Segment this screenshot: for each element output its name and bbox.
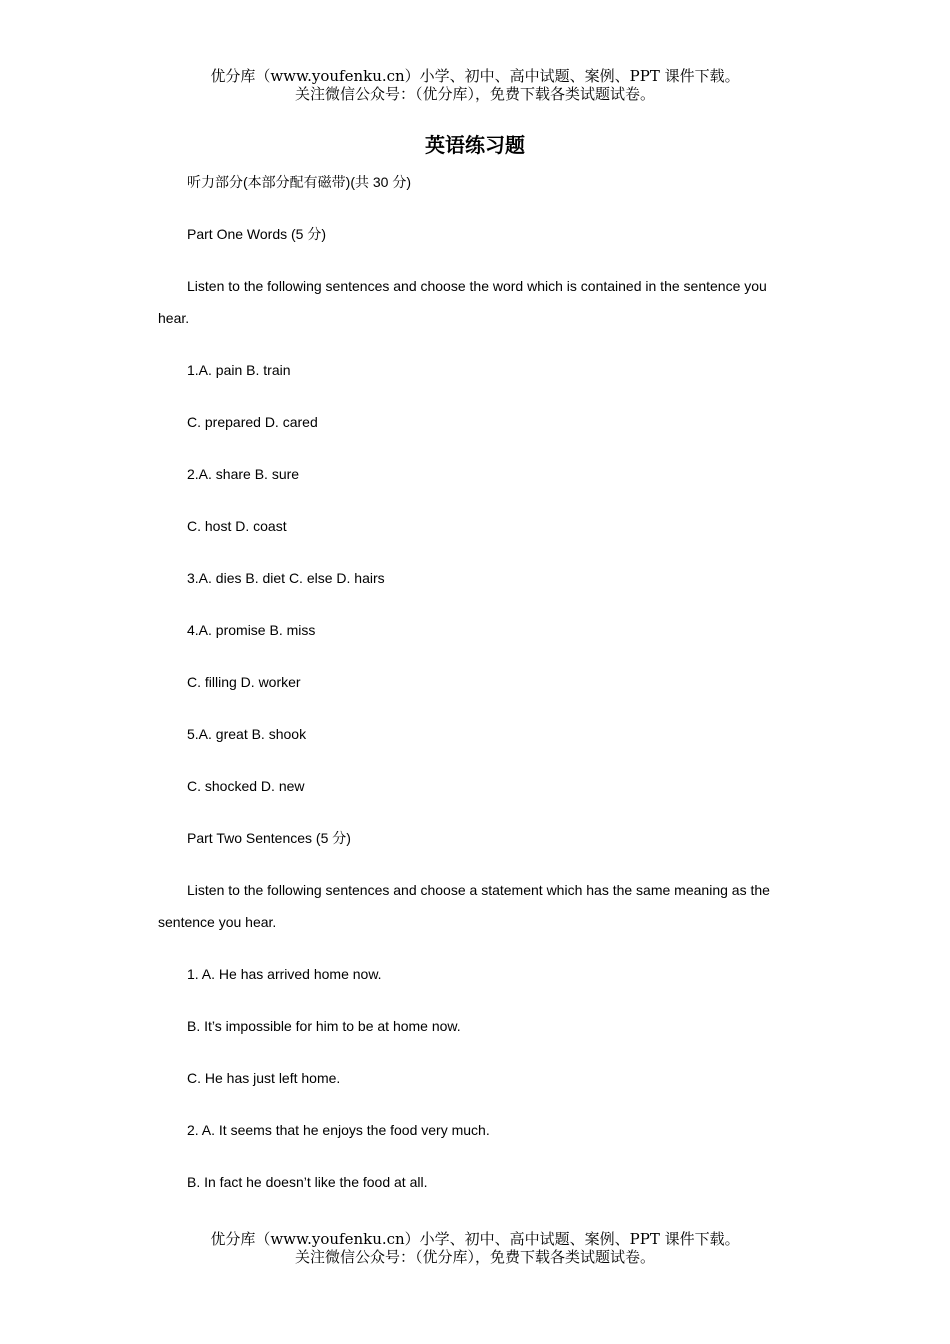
question-line: 1. A. He has arrived home now. [187,966,382,982]
question-line: C. prepared D. cared [187,414,318,430]
question-line: 5.A. great B. shook [187,726,307,742]
header-line-2: 关注微信公众号：（优分库），免费下载各类试题试卷。 [294,85,655,103]
question-line: 2.A. share B. sure [187,466,300,482]
question-line: C. host D. coast [187,518,287,534]
page-header [0,67,950,103]
question-line: 3.A. dies B. diet C. else D. hairs [187,570,385,586]
header-line-1: 优分库（www.youfenku.cn）小学、初中、高中试题、案例、PPT 课件下载。 [210,67,740,85]
question-line: 1.A. pain B. train [187,362,291,378]
part-one-heading: Part One Words (5 分) [187,226,327,242]
question-line: C. shocked D. new [187,778,305,794]
document-body [158,166,790,1218]
part-one-instructions: Listen to the following sentences and choose the word which is contained in the sentence you hear. [158,278,767,326]
part-two-heading: Part Two Sentences (5 分) [187,830,351,846]
section-intro: 听力部分(本部分配有磁带)(共 30 分) [187,174,411,190]
footer-line-1: 优分库（www.youfenku.cn）小学、初中、高中试题、案例、PPT 课件下载。 [210,1230,740,1248]
part-two-instructions: Listen to the following sentences and choose a statement which has the same meaning as the sentence you hear. [158,882,770,930]
document-title: 英语练习题 [425,133,525,157]
footer-line-2: 关注微信公众号：（优分库），免费下载各类试题试卷。 [294,1248,655,1266]
question-line: 2. A. It seems that he enjoys the food very much. [187,1122,490,1138]
question-line: B. It’s impossible for him to be at home now. [187,1018,461,1034]
page-footer [0,1230,950,1266]
question-line: C. filling D. worker [187,674,301,690]
question-line: B. In fact he doesn’t like the food at all. [187,1174,428,1190]
question-line: C. He has just left home. [187,1070,341,1086]
question-line: 4.A. promise B. miss [187,622,316,638]
